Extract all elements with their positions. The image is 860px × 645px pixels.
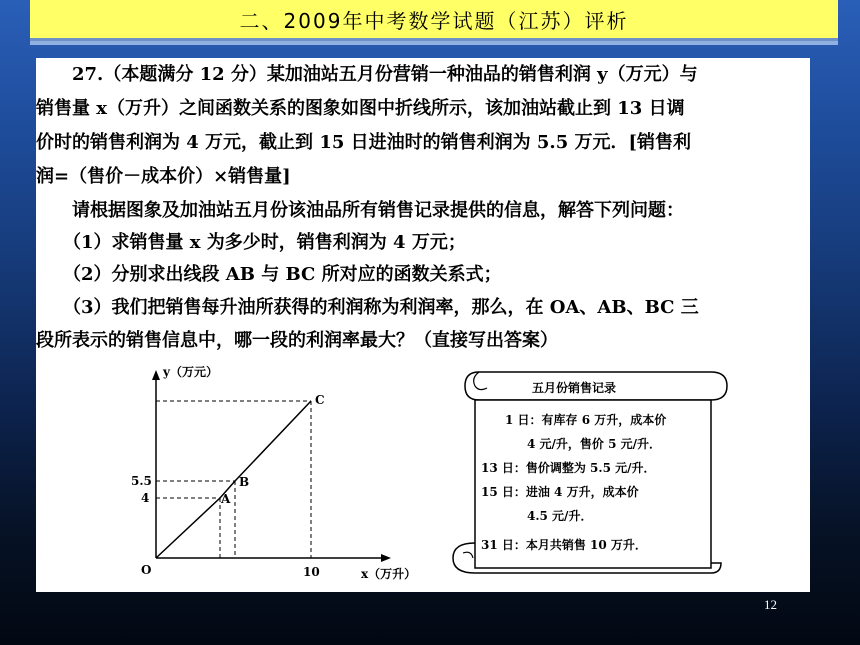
problem-line: （2）分别求出线段 AB 与 BC 所对应的函数关系式； <box>36 264 502 285</box>
slide-title-bar <box>30 0 838 41</box>
point-b-label: B <box>239 475 250 489</box>
problem-line: 27.（本题满分 12 分）某加油站五月份营销一种油品的销售利润 y（万元）与 <box>36 64 698 85</box>
content-panel <box>36 58 810 592</box>
x-tick-label: 10 <box>303 565 320 579</box>
profit-polyline <box>156 401 311 558</box>
slide-title: 二、2009年中考数学试题（江苏）评析 <box>239 8 629 33</box>
record-line: 4.5 元/升． <box>527 509 593 523</box>
origin-label: O <box>141 563 152 577</box>
slide-number: 12 <box>764 597 777 612</box>
problem-line: 价时的销售利润为 4 万元，截止到 15 日进油时的销售利润为 5.5 万元．[销售利 <box>36 132 692 153</box>
record-line: 13 日：售价调整为 5.5 元/升． <box>481 461 656 475</box>
problem-line: （3）我们把销售每升油所获得的利润称为利润率，那么，在 OA、AB、BC 三 <box>36 297 699 318</box>
y-axis-arrow-icon <box>152 370 160 380</box>
record-line: 4 元/升，售价 5 元/升． <box>527 437 661 451</box>
record-line: 15 日：进油 4 万升，成本价 <box>481 485 639 499</box>
problem-line: （1）求销售量 x 为多少时，销售利润为 4 万元； <box>36 232 466 253</box>
x-axis-arrow-icon <box>381 554 391 562</box>
point-a-label: A <box>221 492 231 506</box>
function-graph <box>131 358 431 588</box>
problem-line: 润=（售价－成本价）×销售量] <box>36 166 291 187</box>
x-axis-label: x（万升） <box>361 567 417 581</box>
problem-line: 段所表示的销售信息中，哪一段的利润率最大？（直接写出答案） <box>36 330 558 351</box>
point-c-label: C <box>315 393 325 407</box>
y-axis-label: y（万元） <box>163 365 218 379</box>
problem-line: 销售量 x（万升）之间函数关系的图象如图中折线所示，该加油站截止到 13 日调 <box>36 98 685 119</box>
scroll-curl-detail-icon <box>463 552 473 558</box>
y-tick-label: 5.5 <box>131 474 152 488</box>
record-line: 31 日：本月共销售 10 万升． <box>481 538 647 552</box>
record-title: 五月份销售记录 <box>532 381 617 395</box>
y-tick-label: 4 <box>141 491 150 505</box>
record-line: 1 日：有库存 6 万升，成本价 <box>505 413 667 427</box>
problem-line: 请根据图象及加油站五月份该油品所有销售记录提供的信息，解答下列问题： <box>36 200 684 221</box>
